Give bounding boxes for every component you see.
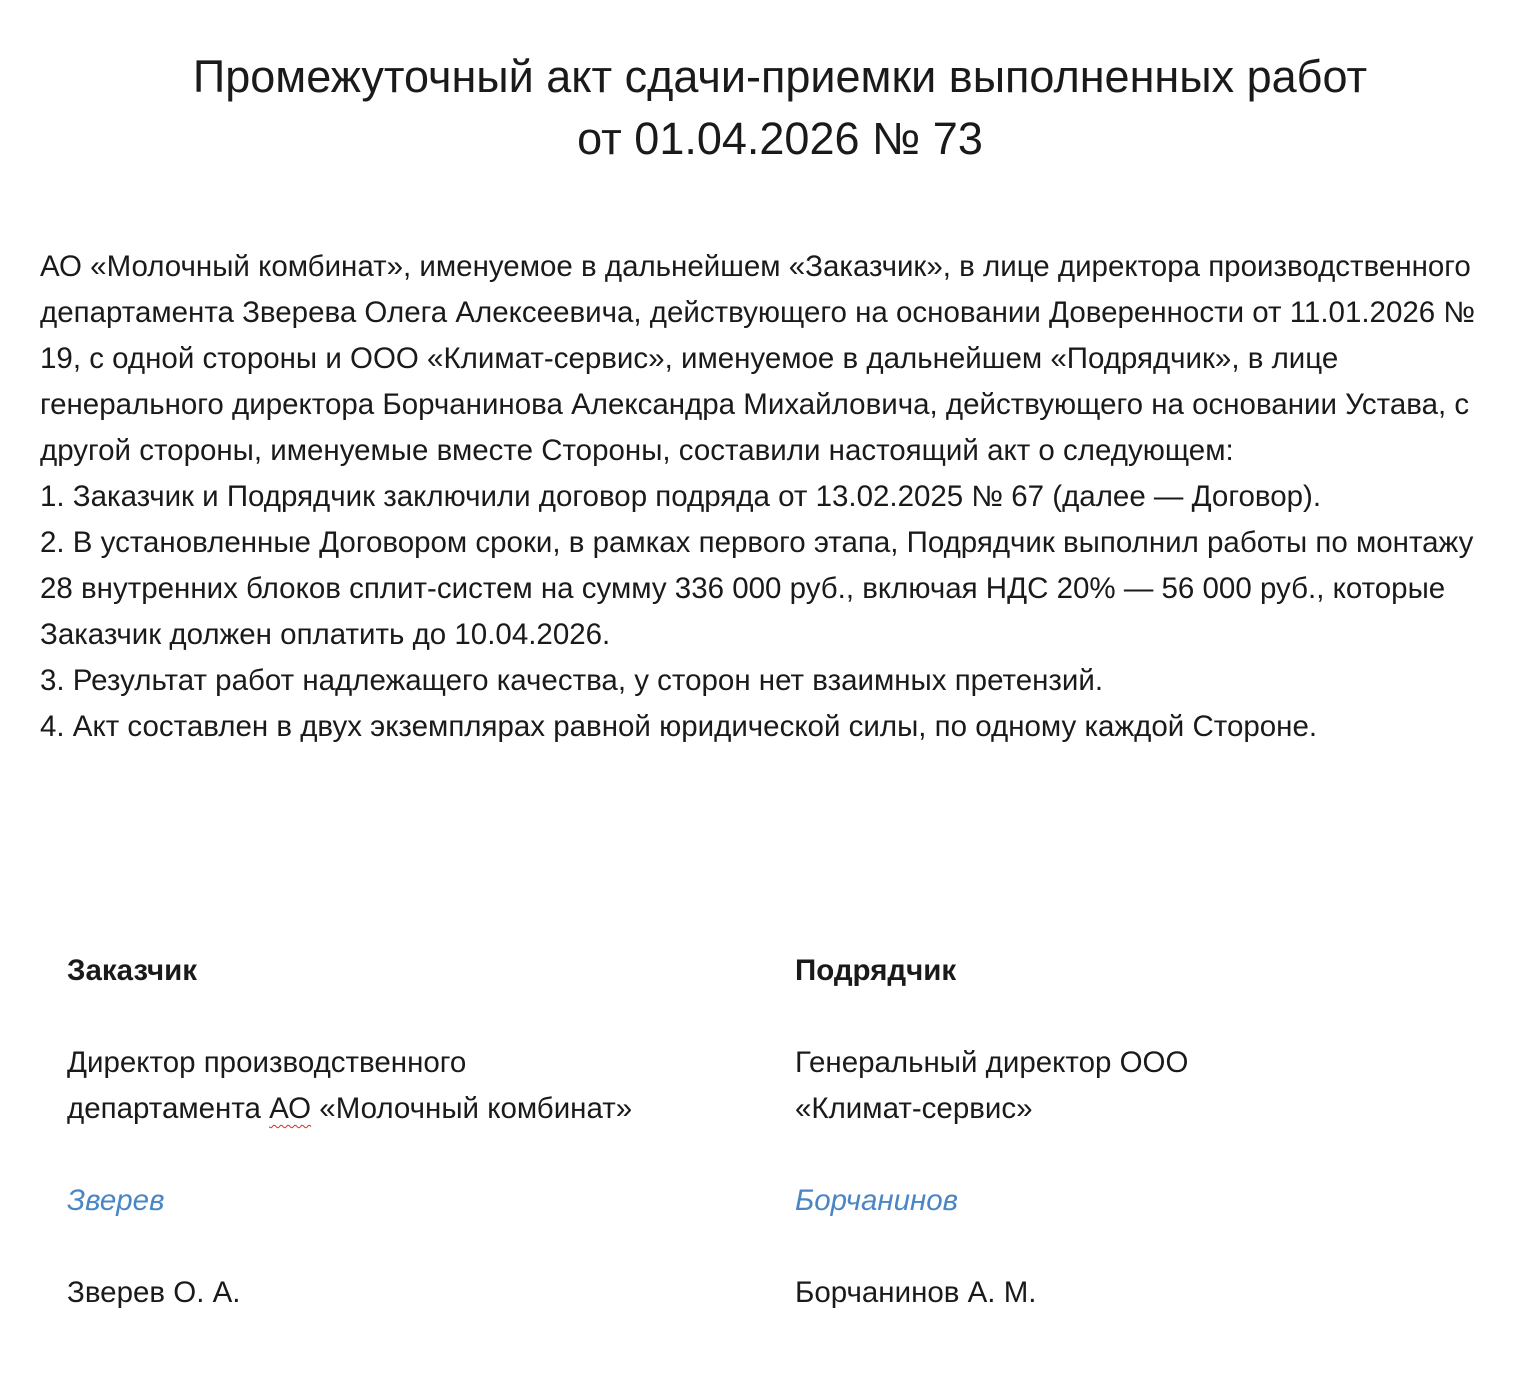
customer-position-line-1: Директор производственного	[67, 1046, 467, 1079]
customer-role-heading: Заказчик	[67, 954, 197, 987]
customer-name: Зверев О. А.	[67, 1276, 241, 1309]
customer-position	[67, 1040, 767, 1132]
document-body	[40, 244, 1490, 750]
title-line-2: от 01.04.2026 № 73	[577, 113, 983, 164]
clause-2: 2. В установленные Договором сроки, в рамках первого этапа, Подрядчик выполнил работы по монтажу 28 внутренних блоков сплит-систем на сумму 336 000 руб., включая НДС 20% — 56 000 руб., которые Заказчик должен оплатить до 10.04.2026.	[40, 526, 1474, 651]
contractor-name: Борчанинов А. М.	[795, 1276, 1037, 1309]
customer-position-suffix: «Молочный комбинат»	[311, 1092, 633, 1125]
spellcheck-flagged-word: АО	[269, 1092, 312, 1125]
clause-4: 4. Акт составлен в двух экземплярах равной юридической силы, по одному каждой Стороне.	[40, 710, 1318, 743]
contractor-position-line-2: «Климат-сервис»	[795, 1092, 1033, 1125]
customer-position-line-2	[67, 1086, 767, 1132]
preamble-paragraph: АО «Молочный комбинат», именуемое в дальнейшем «Заказчик», в лице директора производственного департамента Зверева Олега Алексеевича, действующего на основании Доверенности от 11.01.2026 № 19, с одной стороны и ООО «Климат-сервис», именуемое в дальнейшем «Подрядчик», в лице генерального директора Борчанинова Александра Михайловича, действующего на основании Устава, с другой стороны, именуемые вместе Стороны, составили настоящий акт о следующем:	[40, 250, 1476, 467]
customer-position-prefix: департамента	[67, 1092, 270, 1125]
clause-1: 1. Заказчик и Подрядчик заключили договор подряда от 13.02.2025 № 67 (далее — Договор).	[40, 480, 1322, 513]
contractor-signature: Борчанинов	[795, 1184, 959, 1217]
clause-3: 3. Результат работ надлежащего качества, у сторон нет взаимных претензий.	[40, 664, 1104, 697]
contractor-role-heading: Подрядчик	[795, 954, 957, 987]
contractor-position-line-1: Генеральный директор ООО	[795, 1046, 1189, 1079]
title-line-1: Промежуточный акт сдачи-приемки выполненных работ	[192, 51, 1368, 102]
contractor-position	[795, 1040, 1495, 1132]
document-title	[0, 46, 1520, 170]
customer-signature: Зверев	[67, 1184, 165, 1217]
